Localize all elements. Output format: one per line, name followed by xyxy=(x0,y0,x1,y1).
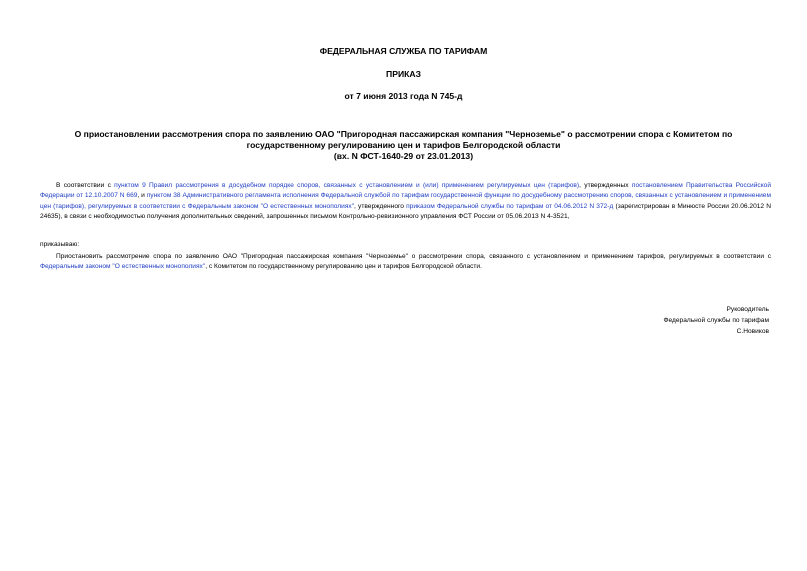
doc-type-heading: ПРИКАЗ xyxy=(386,69,421,79)
preamble-text-3: , и xyxy=(137,192,147,200)
document-title xyxy=(60,129,747,162)
order-text-2: , с Комитетом по государственному регулированию цен и тарифов Белгородской области. xyxy=(205,263,482,271)
preamble-text-4: , утвержденного xyxy=(354,202,407,210)
preamble-text-1: В соответствии с xyxy=(56,182,115,189)
link-admin-regulation-point-38[interactable]: пунктом 38 Административного регламента исполнения Федеральной службой по тарифам государственной функции по досудебному рассмотрению споров, связанных с установлением и применением цен (тарифов), регулируемых в соответствии с Федеральным законом "О естественных монополиях" xyxy=(40,192,771,210)
title-line-3: (вх. N ФСТ-1640-29 от 23.01.2013) xyxy=(333,151,474,161)
signature-org: Федеральной службы по тарифам xyxy=(663,317,769,324)
order-text-1: Приостановить рассмотрение спора по заявлению ОАО "Пригородная пассажирская компания "Черноземье" о рассмотрении спора, связанного с установлением и применением тарифов, регулируемых в соответствии с xyxy=(56,253,771,260)
agency-heading: ФЕДЕРАЛЬНАЯ СЛУЖБА ПО ТАРИФАМ xyxy=(319,46,488,56)
link-rules-point-9[interactable]: пунктом 9 Правил рассмотрения в досудебном порядке споров, связанных с установлением и (или) применением регулируемых цен (тарифов) xyxy=(114,182,580,189)
link-fst-order-372d[interactable]: приказом Федеральной службы по тарифам от 04.06.2012 N 372-д xyxy=(406,202,614,210)
preamble-text-5: (зарегистрирован в Минюсте России 20.06.2012 N 24635), в связи с необходимостью получения дополнительных сведений, запрошенных письмом Контрольно-ревизионного управления ФСТ России от 05.06.2013 N 4-3521, xyxy=(40,202,771,221)
signature-block xyxy=(664,304,770,337)
title-line-1: О приостановлении рассмотрения спора по заявлению ОАО "Пригородная пассажирская компания "Черноземье" о рассмотрении спора с Комитетом по xyxy=(74,129,733,139)
preamble-paragraph xyxy=(40,181,771,223)
order-paragraph xyxy=(40,252,771,273)
signature-position: Руководитель xyxy=(726,306,769,313)
link-natural-monopolies-law[interactable]: Федеральным законом "О естественных монополиях" xyxy=(40,263,206,271)
link-government-decree-669[interactable]: постановлением Правительства Российской Федерации от 12.10.2007 N 669 xyxy=(40,182,772,200)
signature-name: С.Новиков xyxy=(736,328,769,335)
preamble-text-2: , утвержденных xyxy=(579,182,632,189)
title-line-2: государственному регулированию цен и тарифов Белгородской области xyxy=(246,140,561,150)
order-word: приказываю: xyxy=(40,241,80,248)
date-number-heading: от 7 июня 2013 года N 745-д xyxy=(344,91,463,101)
